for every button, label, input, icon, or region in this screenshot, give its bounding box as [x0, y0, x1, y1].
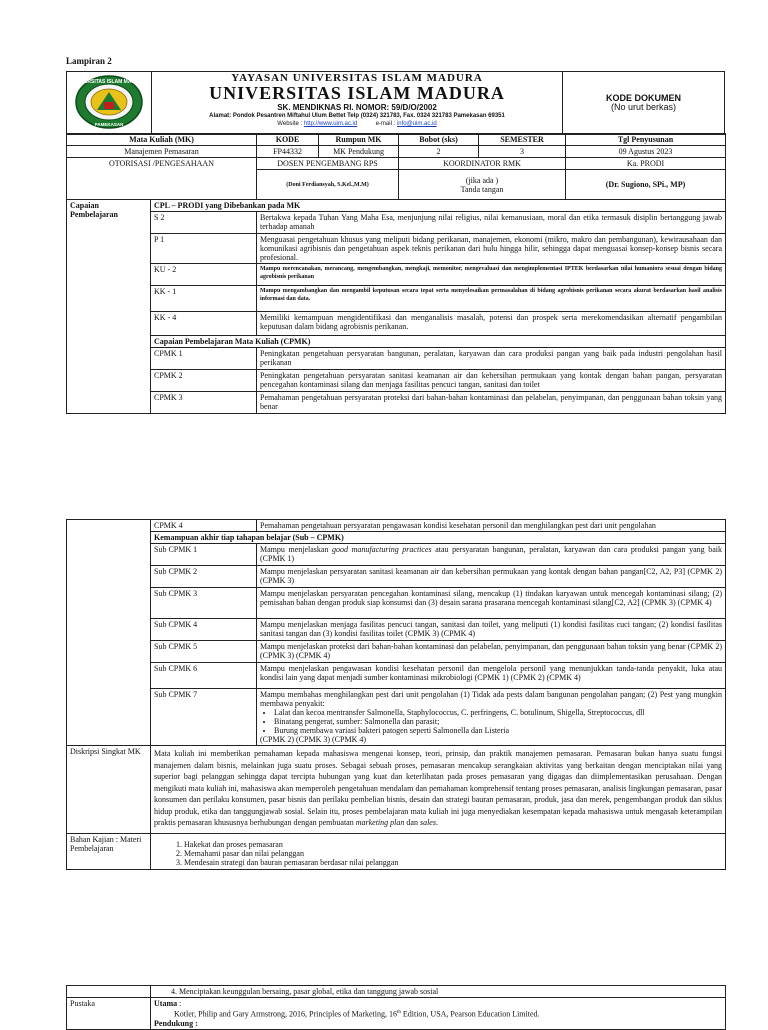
sub-cpmk-code: Sub CPMK 5	[151, 641, 257, 663]
info-value-row	[67, 146, 726, 158]
rps-table-page2	[66, 519, 726, 870]
cpl-row	[67, 234, 726, 264]
cpl-row	[67, 286, 726, 312]
sub-cpmk-desc: Mampu membahas menghilangkan pest dari unit pengolahan (1) Tidak ada pests dalam bangunan pengolahan pangan; (2) Pest yang mungkin membawa penyakit: • Lalat dan kecoa mentransfer Salmonella, Staphylococcus, C. perfringens, C. botulinum, Shigella, Streptococcus, dll • Binatang pengerat, sumber: Salmonella dan parasit; • Burung membawa variasi bakteri patogen seperti Salmonella dan Listeria (CPMK 2) (CPMK 3) (CPMK 4)	[257, 689, 726, 746]
address: Alamat: Pondok Pesantren Miftahul Ulum Bettet Telp (0324) 321783, Fax. 0324 321783 Pamekasan 69351	[209, 113, 505, 119]
university-title: UNIVERSITAS ISLAM MADURA	[209, 83, 505, 103]
pustaka-content: Utama : Kotler, Philip and Gary Armstrong, 2016, Principles of Marketing, 16th Edition, USA, Pearson Education Limited. Pendukung :	[151, 998, 726, 1030]
sub-cpmk-code: Sub CPMK 6	[151, 663, 257, 689]
value-mata-kuliah: Manajemen Pemasaran	[67, 146, 257, 158]
list-item: 2. Memahami pasar dan nilai pelanggan	[184, 849, 722, 858]
cpl-title: CPL – PRODI yang Dibebankan pada MK	[151, 200, 726, 212]
header-semester: SEMESTER	[479, 134, 566, 146]
sub-cpmk-code: Sub CPMK 3	[151, 588, 257, 619]
dosen-name: (Doni Ferdiansyah, S.Kel.,M.M)	[257, 170, 399, 200]
pustaka-label: Pustaka	[67, 998, 151, 1030]
value-kode: FP44332	[257, 146, 319, 158]
sub-cpmk-row	[67, 588, 726, 619]
header-mata-kuliah: Mata Kuliah (MK)	[67, 134, 257, 146]
sub-title-row	[67, 532, 726, 544]
cpl-desc: Memiliki kemampuan mengidentifikasi dan menganalisis masalah, potensi dan prospek serta merekomendasikan alternatif pengambilan keputusan dalam bidang agrobisnis perikanan.	[257, 312, 726, 336]
value-tgl: 09 Agustus 2023	[566, 146, 726, 158]
cpl-code: S 2	[151, 212, 257, 234]
sub-cpmk-row	[67, 619, 726, 641]
cpl-code: KK - 1	[151, 286, 257, 312]
dosen-label: DOSEN PENGEMBANG RPS	[257, 158, 399, 170]
cpmk-row	[67, 392, 726, 414]
value-rumpun: MK Pendukung	[319, 146, 399, 158]
utama-label: Utama	[154, 999, 178, 1008]
sub-cpmk-desc: Mampu menjelaskan persyaratan pencegahan kontaminasi silang, mencakup (1) tindakan karyawan untuk mencegah kontaminasi silang; (2) pemisahan bahan dengan produk siap konsumsi dan (3) desain sarana prasarana mencegah kontaminasi silang[C2, A2] (CPMK 3) (CPMK 4)	[257, 588, 726, 619]
header-center	[152, 72, 563, 135]
kode-dokumen-label: KODE DOKUMEN	[605, 93, 681, 103]
logo-text-top: UNIVERSITAS ISLAM MADURA	[73, 79, 145, 85]
otorisasi-label: OTORISASI /PENGESAHAAN	[67, 158, 257, 200]
pendukung-label: Pendukung :	[154, 1018, 198, 1028]
sub-cpmk-title: Kemampuan akhir tiap tahapan belajar (Sub – CPMK)	[151, 532, 726, 544]
university-logo-icon	[73, 74, 145, 130]
koordinator-signature	[399, 170, 566, 200]
page-label: Lampiran 2	[66, 56, 112, 66]
header-kode: KODE	[257, 134, 319, 146]
sub-cpmk-row	[67, 566, 726, 588]
list-item: 3. Mendesain strategi dan bauran pemasaran berdasar nilai pelanggan	[184, 858, 722, 867]
cpmk-desc: Pemahaman pengetahuan persyaratan pengawasan kondisi kesehatan personil dan menghilangkan pest dari unit pengolahan	[257, 520, 726, 532]
deskripsi-label: Diskripsi Singkat MK	[67, 746, 151, 834]
rps-table-page3	[66, 985, 726, 1030]
cpl-row	[67, 312, 726, 336]
sub-cpmk-row	[67, 663, 726, 689]
sub-cpmk-desc: Mampu menjelaskan pengawasan kondisi kesehatan personil dan mengelola personil yang menunjukkan tanda-tanda penyakit, luka atau kondisi lain yang dapat menjadi sumber kontaminasi mikrobiologi (CPMK 1) (CPMK 2) (CPMK 4)	[257, 663, 726, 689]
sub-cpmk-desc: Mampu menjelaskan proteksi dari bahan-bahan kontaminasi dan pelabelan, penyimpanan, dan penggunaan bahan toksin yang benar (CPMK 2) (CPMK 3) (CPMK 4)	[257, 641, 726, 663]
logo-text-bottom: PAMEKASAN	[94, 122, 124, 127]
koordinator-label: KOORDINATOR RMK	[399, 158, 566, 170]
logo-cell	[67, 72, 152, 135]
otorisasi-row	[67, 158, 726, 170]
sub-cpmk-row	[67, 544, 726, 566]
header-bobot: Bobot (sks)	[399, 134, 479, 146]
cpl-code: KK - 4	[151, 312, 257, 336]
bahan-row	[67, 833, 726, 869]
cpmk-code: CPMK 2	[151, 370, 257, 392]
bahan-continued-row	[67, 986, 726, 998]
bahan-list-cell	[151, 833, 726, 869]
cpmk-row	[67, 348, 726, 370]
blank-left-cell	[67, 986, 151, 998]
header-tgl: Tgl Penyusunan	[566, 134, 726, 146]
sub-cpmk-code: Sub CPMK 4	[151, 619, 257, 641]
list-item: • Binatang pengerat, sumber: Salmonella dan parasit;	[274, 717, 722, 726]
bahan-list	[154, 840, 722, 867]
kode-dokumen-cell	[563, 72, 725, 135]
rps-table-page1	[66, 133, 726, 414]
cpmk-code: CPMK 4	[151, 520, 257, 532]
sub-cpmk-desc: Mampu menjelaskan persyaratan sanitasi keamanan air dan kebersihan permukaan yang kontak dengan bahan pangan[C2, A2, P3] (CPMK 2) (CPMK 3)	[257, 566, 726, 588]
cpmk-desc: Peningkatan pengetahuan persyaratan sanitasi keamanan air dan kebersihan permukaan yang kontak dengan bahan pangan, persyaratan pencegahan kontaminasi silang dan menjaga fasilitas pencuci tangan, sanitasi dan toilet	[257, 370, 726, 392]
list-item: • Lalat dan kecoa mentransfer Salmonella, Staphylococcus, C. perfringens, C. botulinum, Shigella, Streptococcus, dll	[274, 708, 722, 717]
reference-item: Kotler, Philip and Gary Armstrong, 2016, Principles of Marketing, 16th Edition, USA, Pearson Education Limited.	[174, 1009, 540, 1019]
cpmk-title-row	[67, 336, 726, 348]
list-item: • Burung membawa variasi bakteri patogen seperti Salmonella dan Listeria	[274, 726, 722, 735]
deskripsi-row	[67, 746, 726, 834]
cpl-desc: Bertakwa kepada Tuhan Yang Maha Esa, menjunjung nilai religius, nilai kemanusiaan, moral dan etika termasuk disiplin bertanggung jawab terhadap amanah	[257, 212, 726, 234]
website-label: Website :	[277, 121, 304, 127]
pest-list	[260, 708, 722, 735]
value-semester: 3	[479, 146, 566, 158]
info-header-row	[67, 134, 726, 146]
email-link[interactable]: info@uim.ac.id	[396, 121, 437, 127]
deskripsi-text: Mata kuliah ini memberikan pemahaman kepada mahasiswa mengenai konsep, teori, prinsip, dan praktik manajemen pemasaran. Pemasaran bukan hanya suatu fungsi manajemen dalam bisnis, melainkan juga suatu proses. Sebagai sebuah proses, pemasaran mencakup serangkaian aktivitas yang berkaitan dengan menciptakan nilai yang superior bagi pelanggan sehingga dapat tercipta hubungan yang kuat dan keterlibatan pada proses pemasaran yang digagas dan diimplementasikan perusahaan. Dengan mengikuti mata kuliah ini, mahasiswa akan memperoleh pengetahuan mendalam dan pemahaman komprehensif tentang proses pemasaran, analisis lingkungan pemasaran, pasar konsumen dan perilaku konsumen, pasar bisnis dan perilaku pembelian bisnis, desain dan strategi bauran pemasaran, produk, jasa dan merek, pengembangan produk dan siklus hidup produk, etika dan tanggungjawab sosial. Selain itu, proses pembelajaran mata kuliah ini juga menyediakan kesempatan kepada mahasiswa untuk mengasah keterampilan praktis pemasaran khususnya berhubungan dengan pembuatan marketing plan dan sales.	[151, 746, 726, 834]
blank-left-cell	[67, 520, 151, 746]
document-header	[66, 71, 725, 135]
cpl-code: KU - 2	[151, 264, 257, 286]
pustaka-row	[67, 998, 726, 1030]
kaprodi-name: (Dr. Sugiono, SPi., MP)	[566, 170, 726, 200]
sub-cpmk-code: Sub CPMK 2	[151, 566, 257, 588]
cpl-code: P 1	[151, 234, 257, 264]
tanda-tangan: Tanda tangan	[460, 184, 504, 194]
cpl-desc: Menguasai pengetahuan khusus yang meliputi bidang perikanan, manajemen, ekonomi (mikro, makro dan pembangunan), kewirausahaan dan komunikasi agribisnis dan pengetahuan aspek teknis perikanan dari hulu hingga hilir, sehingga dapat menguasai konsep-konsep bisnis secara profesional.	[257, 234, 726, 264]
cpmk-desc: Peningkatan pengetahuan persyaratan bangunan, peralatan, karyawan dan cara produksi pangan yang baik pada industri pengolahan hasil perikanan	[257, 348, 726, 370]
koordinator-note: (jika ada )	[465, 175, 499, 185]
capaian-label: Capaian Pembelajaran	[67, 200, 151, 414]
website-link[interactable]: http://www.uim.ac.id	[303, 121, 358, 127]
bahan-item-4: 4. Menciptakan keunggulan bersaing, pasar global, etika dan tanggung jawab sosial	[151, 986, 726, 998]
bahan-label: Bahan Kajian : Materi Pembelajaran	[67, 833, 151, 869]
cpl-row	[67, 212, 726, 234]
sk-number: SK. MENDIKNAS RI. NOMOR: 59/D/O/2002	[277, 103, 437, 112]
cpmk-title: Capaian Pembelajaran Mata Kuliah (CPMK)	[151, 336, 726, 348]
value-bobot: 2	[399, 146, 479, 158]
contact-line	[154, 120, 560, 128]
email-label: e-mail :	[375, 121, 397, 127]
header-rumpun: Rumpun MK	[319, 134, 399, 146]
yayasan-title: YAYASAN UNIVERSITAS ISLAM MADURA	[231, 72, 483, 84]
cpmk-code: CPMK 1	[151, 348, 257, 370]
sub-cpmk-row	[67, 689, 726, 746]
cpl-desc: Mampu merencanakan, merancang, mengembangkan, mengkaji, memonitor, mengevaluasi dan mengimplementasi IPTEK berdasarkan nilai humaniora sesuai dengan bidang agrobisnis perikanan	[257, 264, 726, 286]
sub-cpmk-desc: Mampu menjelaskan menjaga fasilitas pencuci tangan, sanitasi dan toilet, yang meliputi (1) kondisi fasilitas cuci tangan; (2) kondisi fasilitas sanitasi tangan dan (3) kondisi fasilitas toilet (CPMK 3) (CPMK 4)	[257, 619, 726, 641]
kaprodi-label: Ka. PRODI	[566, 158, 726, 170]
no-urut-label: (No urut berkas)	[610, 102, 677, 112]
list-item: 1. Hakekat dan proses pemasaran	[184, 840, 722, 849]
sub-cpmk-code: Sub CPMK 1	[151, 544, 257, 566]
cpl-title-row	[67, 200, 726, 212]
sub-cpmk-row	[67, 641, 726, 663]
cpmk-desc: Pemahaman pengetahuan persyaratan proteksi dari bahan-bahan kontaminasi dan pelabelan, penyimpanan, dan penggunaan bahan toksin yang benar	[257, 392, 726, 414]
cpmk-row	[67, 370, 726, 392]
cpl-desc: Mampu mengambangkan dan mengambil keputusan secara tepat serta menyelesaikan permasalahan di bidang agrobisnis perikanan secara akurat berdasarkan hasil analisis informasi dan data.	[257, 286, 726, 312]
cpmk4-row	[67, 520, 726, 532]
sub-cpmk-desc: Mampu menjelaskan good manufacturing practices atau persyaratan bangunan, peralatan, karyawan dan cara produksi pangan yang baik (CPMK 1)	[257, 544, 726, 566]
sub-cpmk-code: Sub CPMK 7	[151, 689, 257, 746]
cpmk-code: CPMK 3	[151, 392, 257, 414]
cpl-row	[67, 264, 726, 286]
